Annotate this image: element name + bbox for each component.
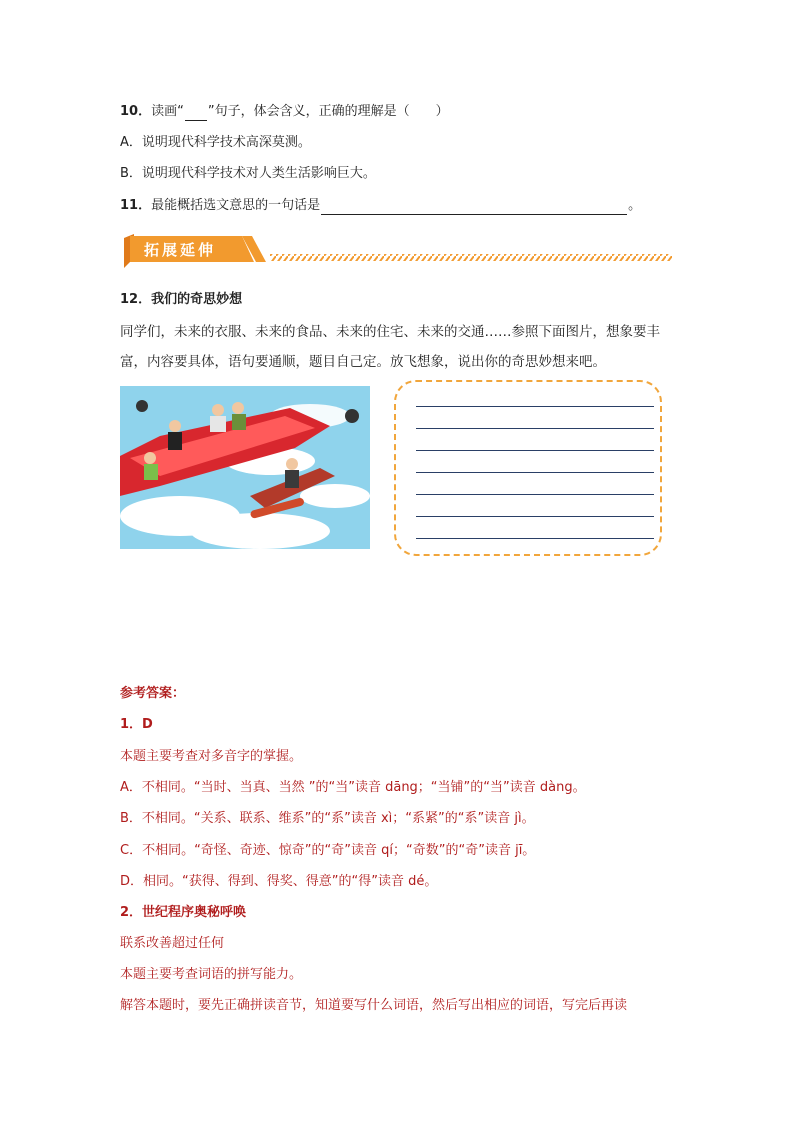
answer-blank[interactable] — [185, 106, 207, 121]
answer-2-line-3: 解答本题时，要先正确拼读音节，知道要写什么词语，然后写出相应的词语，写完后再读 — [120, 998, 628, 1013]
question-number: 11． — [120, 198, 152, 213]
q10-option-b: B．说明现代科学技术对人类生活影响巨大。 — [120, 166, 376, 181]
answer-blank[interactable] — [321, 200, 627, 215]
section-title: 拓展延伸 — [144, 241, 217, 259]
answer-1-intro: 本题主要考查对多音字的掌握。 — [120, 749, 303, 764]
answer-1-option-d: D．相同。“获得、得到、得奖、得意”的“得”读音 dé。 — [120, 874, 438, 889]
question-end-punct: 。 — [628, 198, 642, 213]
writing-line[interactable] — [416, 406, 654, 407]
writing-line[interactable] — [416, 494, 654, 495]
section-banner — [120, 232, 675, 272]
writing-line[interactable] — [416, 428, 654, 429]
answer-2-number: 2．世纪程序奥秘呼唤 — [120, 905, 247, 920]
illustration-future-transport — [120, 386, 370, 549]
writing-line[interactable] — [416, 538, 654, 539]
answer-1-option-c: C．不相同。“奇怪、奇迹、惊奇”的“奇”读音 qí；“奇数”的“奇”读音 jī。 — [120, 843, 536, 858]
answer-1-number: 1．D — [120, 717, 153, 732]
answer-2-line-1: 联系改善超过任何 — [120, 936, 225, 951]
writing-box[interactable] — [394, 380, 662, 556]
question-11 — [120, 197, 641, 215]
question-text-part-a: 读画“ — [151, 104, 184, 119]
answers-heading: 参考答案： — [120, 686, 186, 701]
answer-1-option-a: A．不相同。“当时、当真、当然 ”的“当”读音 dāng；“当铺”的“当”读音 dàng。 — [120, 780, 586, 795]
question-12-title: 12．我们的奇思妙想 — [120, 292, 243, 307]
question-10 — [120, 103, 449, 121]
question-text: 最能概括选文意思的一句话是 — [151, 198, 321, 213]
writing-line[interactable] — [416, 450, 654, 451]
answer-1-option-b: B．不相同。“关系、联系、维系”的“系”读音 xì；“系紧”的“系”读音 jì。 — [120, 811, 535, 826]
answer-2-line-2: 本题主要考查词语的拼写能力。 — [120, 967, 303, 982]
q12-instruction-line-1: 同学们，未来的衣服、未来的食品、未来的住宅、未来的交通……参照下面图片，想象要丰 — [120, 324, 660, 340]
illustration-image — [120, 386, 370, 549]
question-text-part-b: ”句子，体会含义，正确的理解是（ ） — [207, 104, 449, 119]
writing-line[interactable] — [416, 472, 654, 473]
q10-option-a: A．说明现代科学技术高深莫测。 — [120, 135, 311, 150]
question-number: 10． — [120, 104, 152, 119]
q12-instruction-line-2: 富，内容要具体，语句要通顺，题目自己定。放飞想象，说出你的奇思妙想来吧。 — [120, 354, 606, 370]
writing-line[interactable] — [416, 516, 654, 517]
